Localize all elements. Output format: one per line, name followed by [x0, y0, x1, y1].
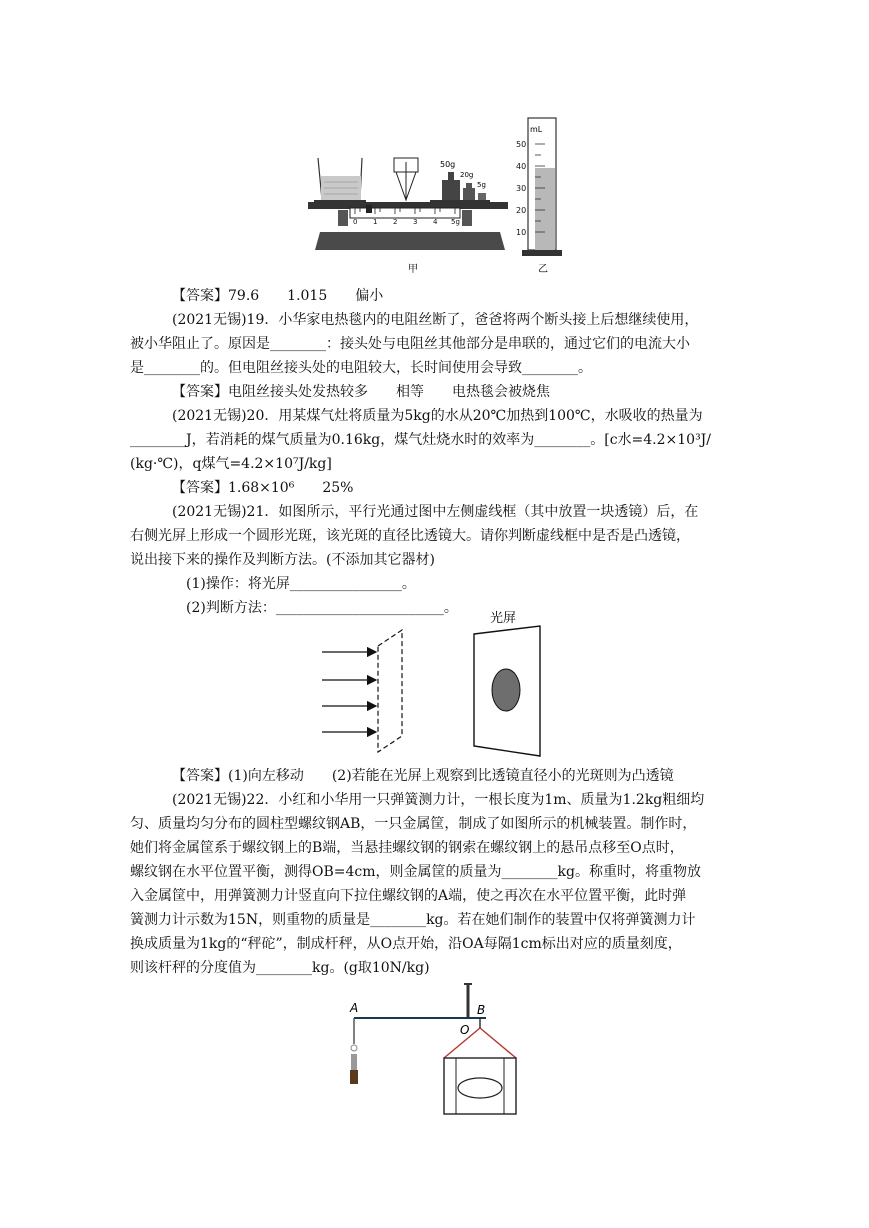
- cylinder-tick: 30: [516, 184, 527, 193]
- ruler-tick: 5g: [451, 218, 460, 226]
- question-22-line: 螺纹钢在水平位置平衡，测得OB=4cm，则金属筐的质量为________kg。称重时，将重物放: [130, 864, 701, 880]
- ruler-tick: 0: [353, 218, 358, 226]
- question-22-line: 匀、质量均匀分布的圆柱型螺纹钢AB，一只金属筐，制成了如图所示的机械装置。制作时，: [130, 816, 697, 832]
- answer-q21: 【答案】(1)向左移动 (2)若能在光屏上观察到比透镜直径小的光斑则为凸透镜: [172, 768, 674, 784]
- question-20: [130, 404, 740, 476]
- answer-q19: 【答案】电阻丝接头处发热较多 相等 电热毯会被烧焦: [172, 384, 550, 400]
- question-22-line: (2021无锡)22．小红和小华用一只弹簧测力计，一根长度为1m、质量为1.2kg粗细均: [172, 792, 705, 808]
- question-19-line: 被小华阻止了。原因是________：接头处与电阻丝其他部分是串联的，通过它们的电流大小: [130, 336, 690, 352]
- question-22-line: 她们将金属筐系于螺纹钢上的B端，当悬挂螺纹钢的钢索在螺纹钢上的悬吊点移至O点时，: [130, 840, 684, 856]
- figure-label-yi: 乙: [538, 264, 548, 275]
- question-20-line: (kg·℃)，q煤气=4.2×10⁷J/kg]: [130, 456, 332, 472]
- ruler-tick: 4: [433, 218, 438, 226]
- weight-label-5g: 5g: [477, 181, 486, 189]
- question-22-line: 入金属筐中，用弹簧测力计竖直向下拉住螺纹钢的A端，使之再次在水平位置平衡，此时弹: [130, 888, 687, 904]
- cylinder-tick: 20: [516, 206, 527, 215]
- balance-and-cylinder-figure: [300, 110, 570, 280]
- question-22-line: 则该杆秤的分度值为________kg。(g取10N/kg): [130, 960, 430, 976]
- question-20-line: (2021无锡)20．用某煤气灶将质量为5kg的水从20℃加热到100℃，水吸收的热量为: [172, 408, 703, 424]
- question-22: [130, 788, 740, 980]
- question-21: [130, 500, 740, 572]
- answer-q20: 【答案】1.68×10⁶ 25%: [172, 480, 354, 496]
- figure-label-jia: 甲: [408, 264, 418, 275]
- question-19-line: (2021无锡)19．小华家电热毯内的电阻丝断了，爸爸将两个断头接上后想继续使用，: [172, 312, 699, 328]
- question-22-line: 换成质量为1kg的“秤砣”，制成杆秤，从O点开始，沿OA每隔1cm标出对应的质量刻度，: [130, 936, 682, 952]
- lever-figure: [340, 978, 540, 1124]
- question-21-line: 说出接下来的操作及判断方法。(不添加其它器材): [130, 552, 435, 568]
- cylinder-tick: 10: [516, 228, 527, 237]
- question-19-line: 是________的。但电阻丝接头处的电阻较大，长时间使用会导致________。: [130, 360, 592, 376]
- question-22-line: 簧测力计示数为15N，则重物的质量是________kg。若在她们制作的装置中仅将弹簧测力计: [130, 912, 696, 928]
- answer-q18: 【答案】79.6 1.015 偏小: [172, 288, 384, 304]
- question-19: [130, 308, 740, 380]
- cylinder-unit: mL: [530, 125, 543, 134]
- label-b: B: [477, 1003, 486, 1017]
- cylinder-tick: 50: [516, 140, 527, 149]
- label-a: A: [350, 1001, 359, 1015]
- cylinder-tick: 40: [516, 162, 527, 171]
- question-21-sub1: (1)操作：将光屏________________。: [186, 576, 416, 592]
- weight-label-50g: 50g: [440, 160, 456, 169]
- weight-label-20g: 20g: [460, 171, 474, 179]
- question-21-sub2: (2)判断方法：________________________。: [186, 600, 458, 616]
- question-20-line: ________J，若消耗的煤气质量为0.16kg，煤气灶烧水时的效率为________。[c水=4.2×10³J/: [130, 432, 712, 448]
- screen-label: 光屏: [490, 611, 517, 626]
- ruler-tick: 1: [373, 218, 378, 226]
- lens-screen-figure: [318, 606, 558, 762]
- ruler-tick: 3: [413, 218, 418, 226]
- question-21-line: (2021无锡)21．如图所示，平行光通过图中左侧虚线框（其中放置一块透镜）后，在: [172, 504, 699, 520]
- question-21-line: 右侧光屏上形成一个圆形光斑，该光斑的直径比透镜大。请你判断虚线框中是否是凸透镜，: [130, 528, 690, 544]
- ruler-tick: 2: [393, 218, 398, 226]
- label-o: O: [460, 1023, 470, 1037]
